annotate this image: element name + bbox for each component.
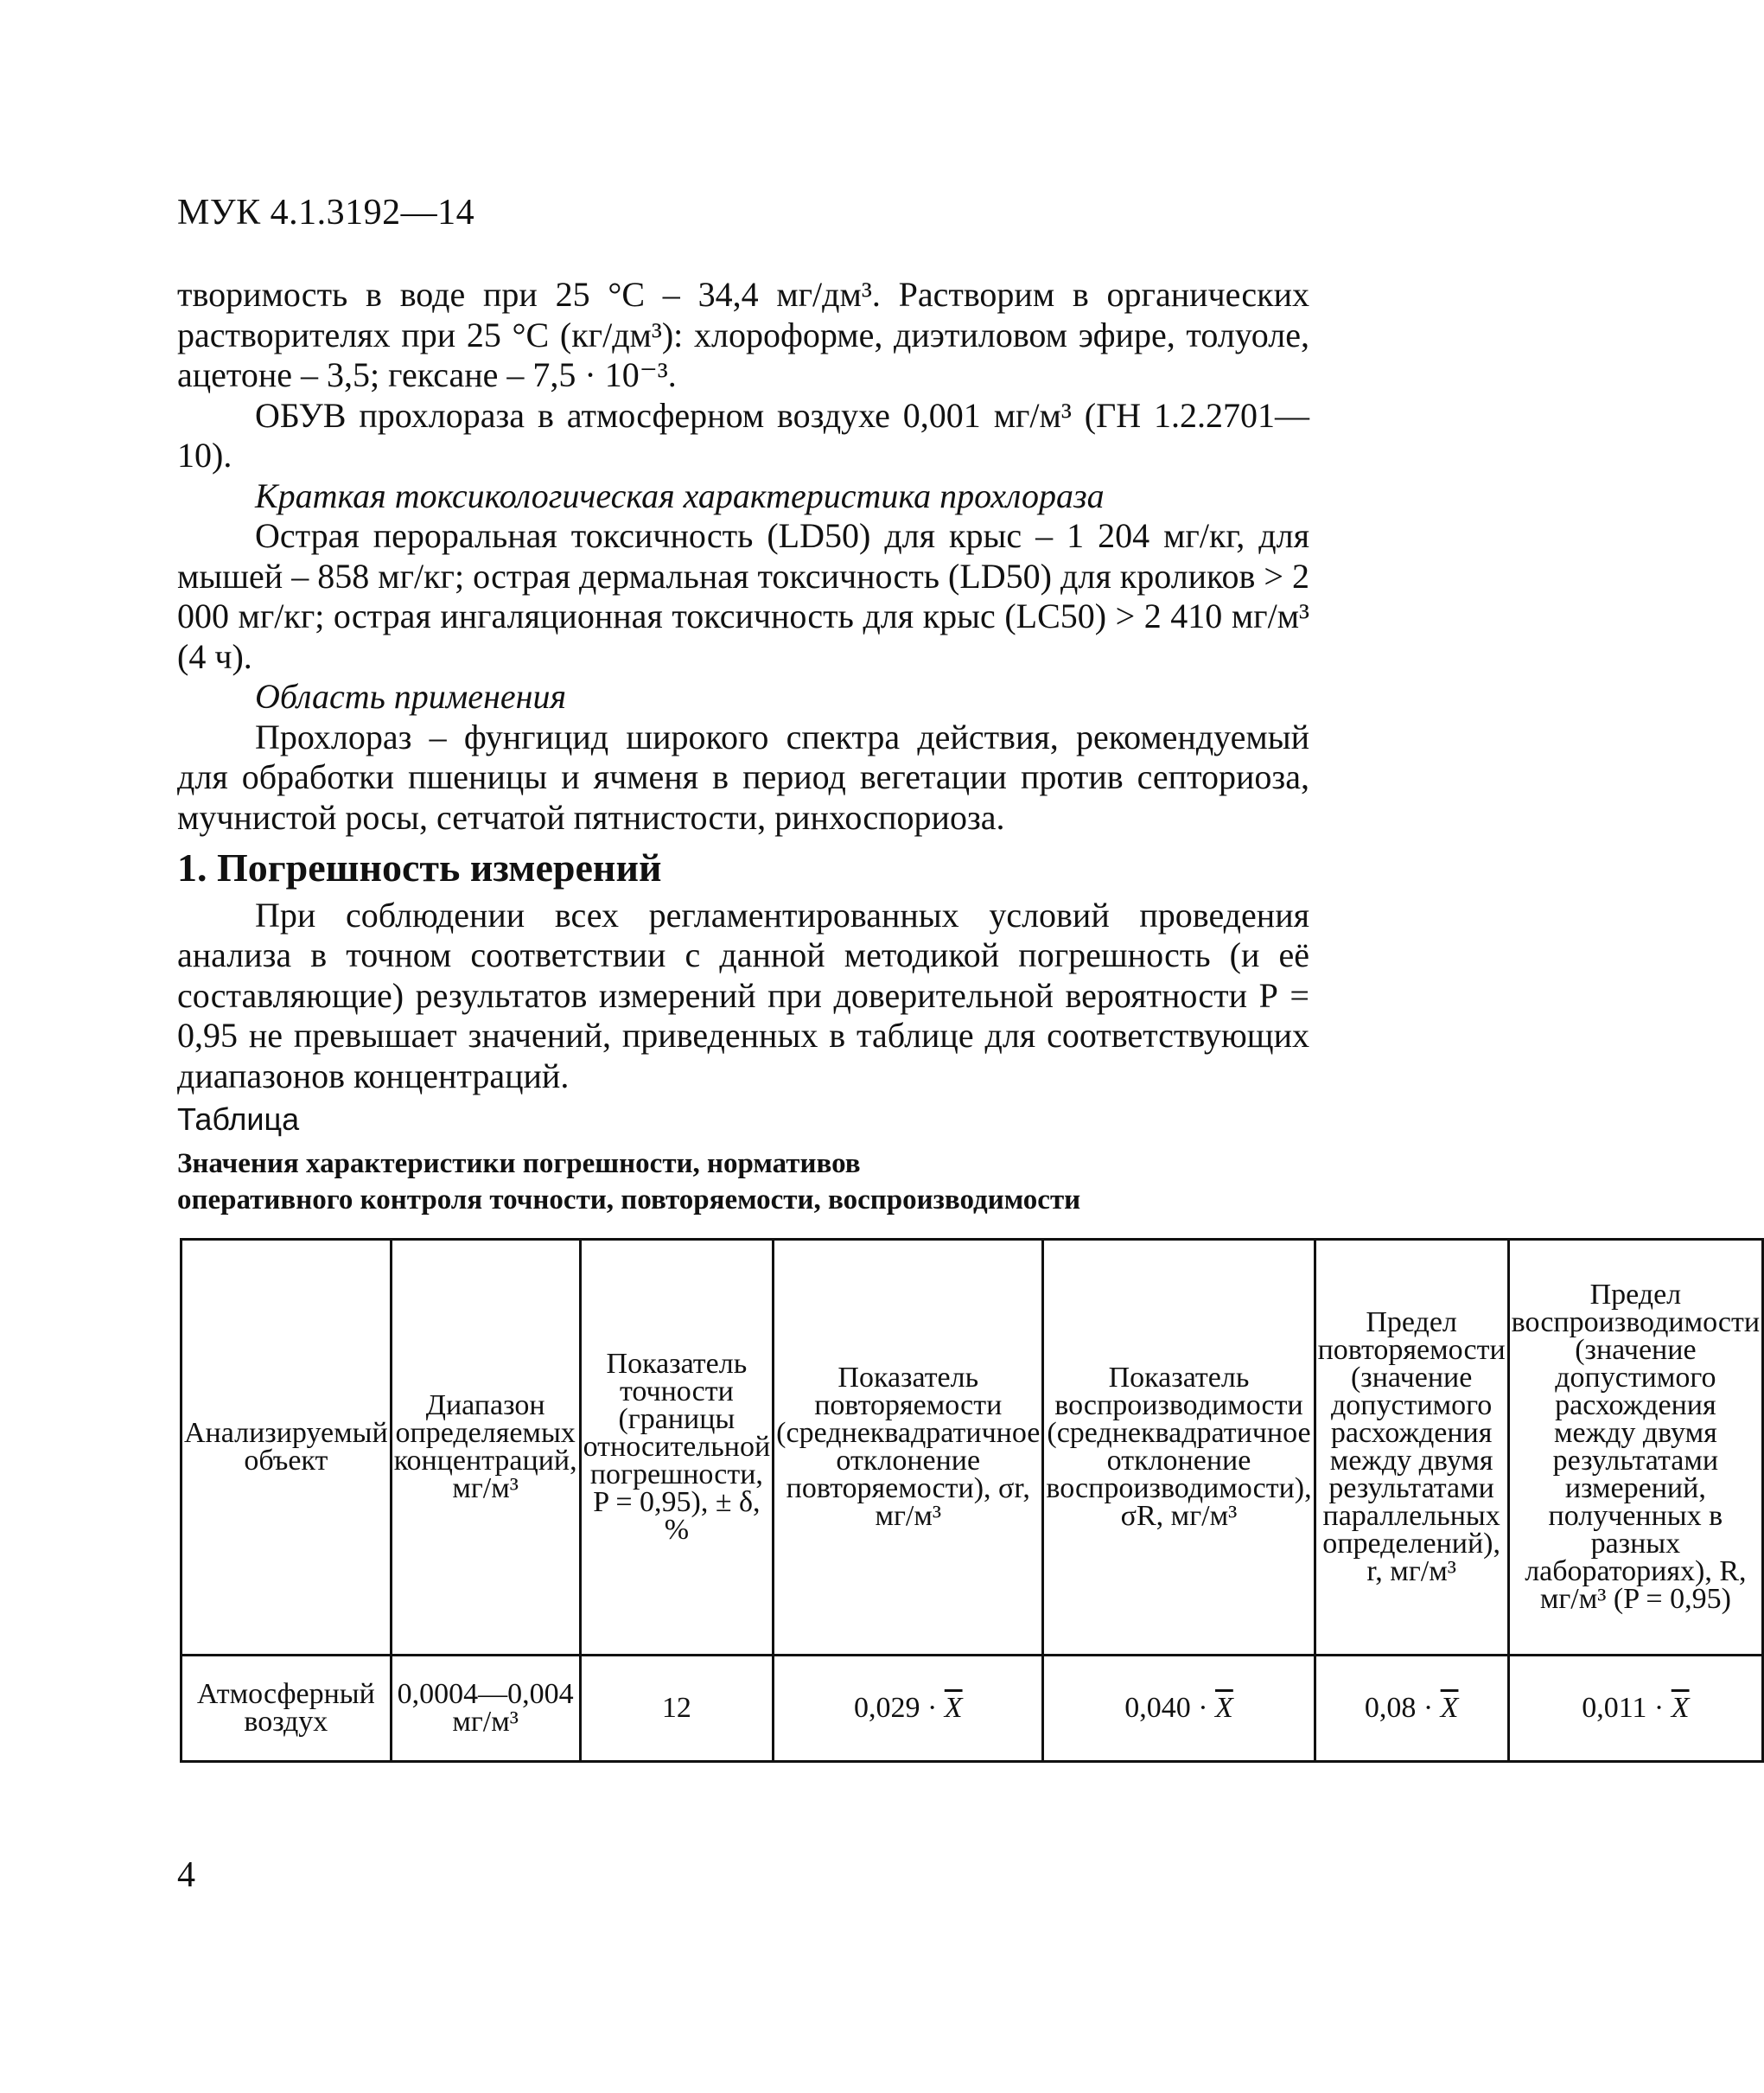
page-number: 4 [177,1855,195,1895]
paragraph-obuv: ОБУВ прохлораза в атмосферном воздухе 0,001 мг/м³ (ГН 1.2.2701—10). [177,395,1309,475]
cell-reprod-limit: $0,011 \cdot \overline{X}$ [1508,1656,1762,1762]
section-title: 1. Погрешность измерений [177,845,662,890]
cell-repeat-limit: $0,08 \cdot \overline{X}$ [1315,1656,1508,1762]
header-range: Диапазон определяемых концентраций, мг/м³ [391,1240,580,1656]
cell-reproducibility: $0,040 \cdot \overline{X}$ [1043,1656,1315,1762]
cell-object: Атмосферный воздух [181,1656,392,1762]
body-text [177,275,1309,1218]
table-title [177,1145,1309,1218]
table-title-line1: Значения характеристики погрешности, нормативов [177,1147,861,1179]
paragraph-application: Прохлораз – фунгицид широкого спектра действия, рекомендуемый для обработки пшеницы и ячменя в период вегетации против септориоза, мучнистой росы, сетчатой пятнистости, ринхоспориоза. [177,717,1309,837]
table-title-line2: оперативного контроля точности, повторяемости, воспроизводимости [177,1184,1081,1216]
paragraph-solubility: творимость в воде при 25 °С – 34,4 мг/дм³. Растворим в органических растворителях при 25 °С (кг/дм³): хлороформе, диэтиловом эфире, толуоле, ацетоне – 3,5; гексане – 7,5 · 10⁻³. [177,275,1309,394]
table-row [181,1656,1763,1762]
header-accuracy: Показатель точности (границы относительной погрешности, P = 0,95), ± δ, % [580,1240,774,1656]
header-repeat-limit: Предел повторяемости (значение допустимого расхождения между двумя результатами параллельных определений), r, мг/м³ [1315,1240,1508,1656]
section-paragraph: При соблюдении всех регламентированных условий проведения анализа в точном соответствии с данной методикой погрешность (и её составляющие) результатов измерений при доверительной вероятности Р = 0,95 не превышает значений, приведенных в таблице для соответствующих диапазонов концентраций. [177,895,1309,1095]
header-repeatability: Показатель повторяемости (среднеквадратичное отклонение повторяемости), σr, мг/м³ [774,1240,1043,1656]
header-reprod-limit: Предел воспроизводимости (значение допустимого расхождения между двумя результатами измерений, полученных в разных лабораториях), R, мг/м³ (P = 0,95) [1508,1240,1762,1656]
cell-repeatability: $0,029 \cdot \overline{X}$ [774,1656,1043,1762]
subheading-toxicology: Краткая токсикологическая характеристика прохлораза [255,475,1105,515]
table-header-row [181,1240,1763,1656]
cell-range: 0,0004—0,004 мг/м³ [391,1656,580,1762]
error-characteristics-table [180,1238,1764,1763]
header-reproducibility: Показатель воспроизводимости (среднеквадратичное отклонение воспроизводимости), σR, мг/м³ [1043,1240,1315,1656]
cell-accuracy: 12 [580,1656,774,1762]
subheading-application: Область применения [255,677,567,716]
doc-code-header: МУК 4.1.3192—14 [177,193,475,233]
header-object: Анализируемый объект [181,1240,392,1656]
paragraph-toxicity: Острая пероральная токсичность (LD50) для крыс – 1 204 мг/кг, для мышей – 858 мг/кг; острая дермальная токсичность (LD50) для кроликов > 2 000 мг/кг; острая ингаляционная токсичность для крыс (LC50) > 2 410 мг/м³ (4 ч). [177,516,1309,676]
table-label: Таблица [177,1101,300,1137]
